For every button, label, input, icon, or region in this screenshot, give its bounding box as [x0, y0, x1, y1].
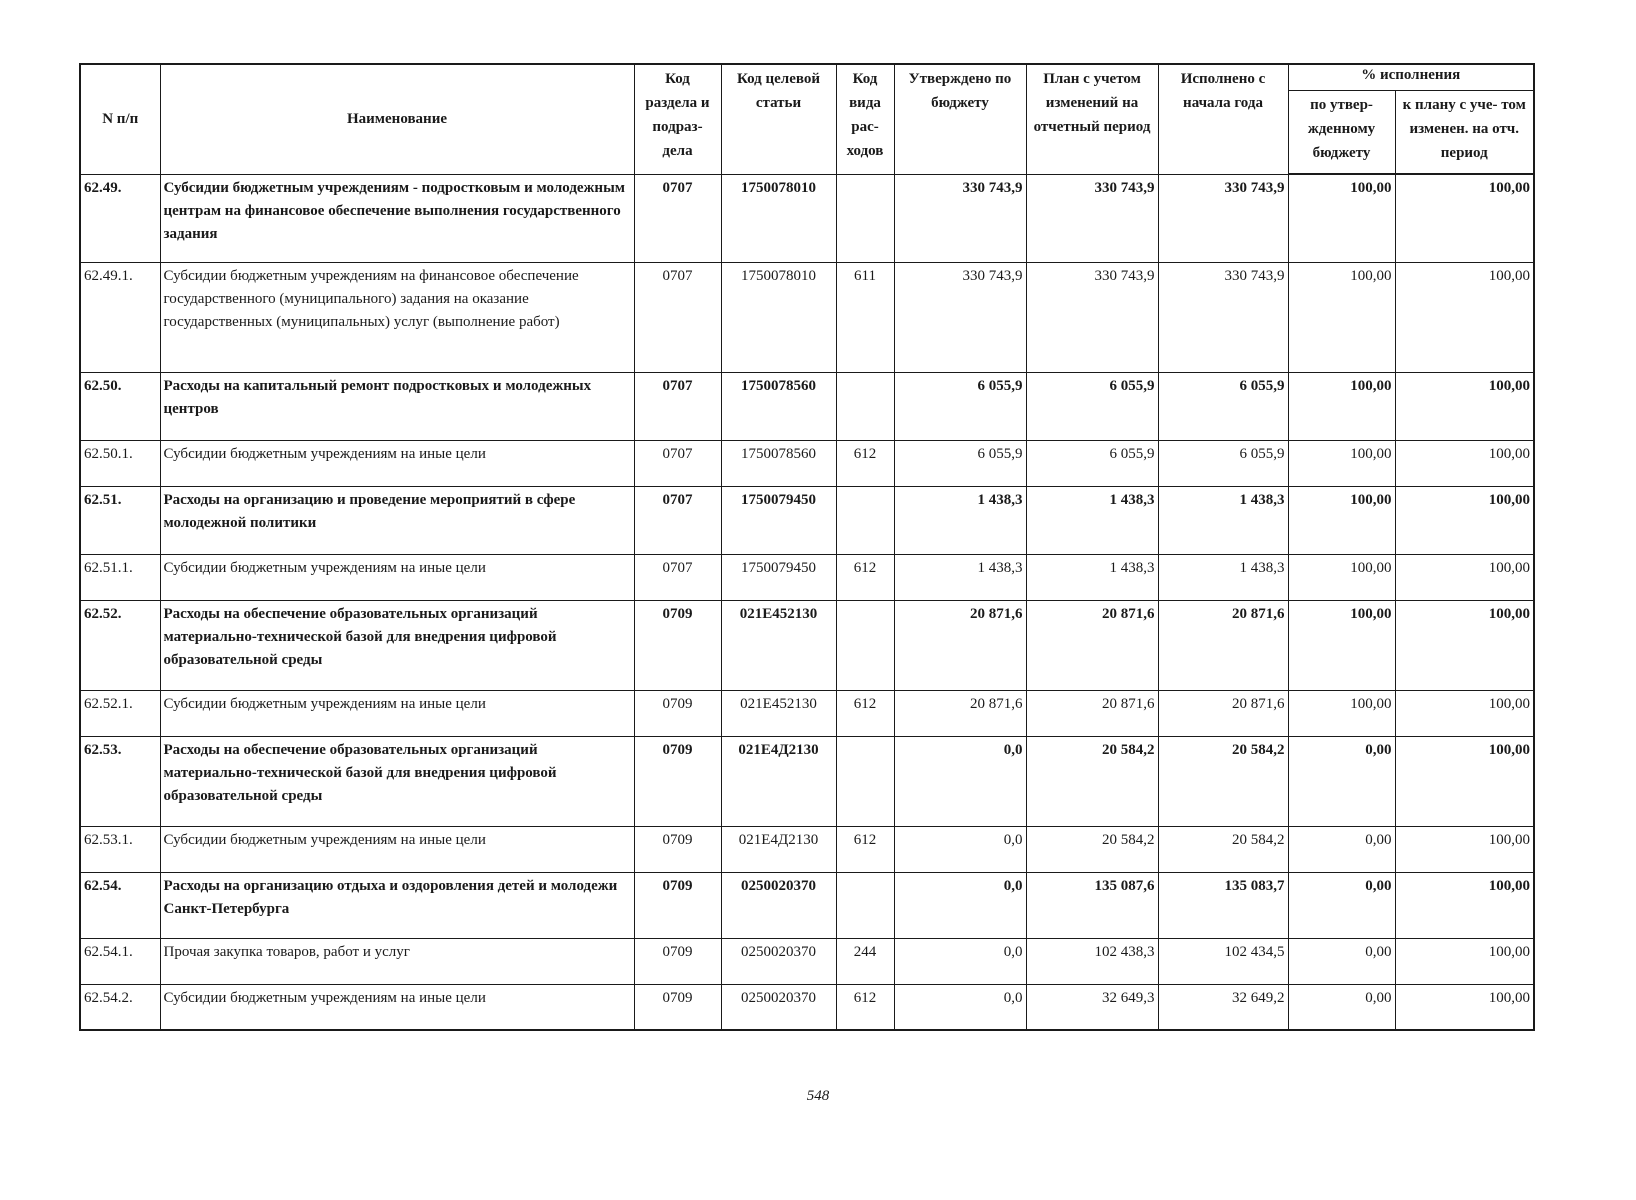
row-razdel-code: 0707: [634, 174, 721, 262]
row-number: 62.53.1.: [80, 826, 160, 872]
row-executed: 6 055,9: [1158, 440, 1288, 486]
col-header-vid: Код вида рас- ходов: [836, 64, 894, 174]
row-approved: 330 743,9: [894, 262, 1026, 372]
row-razdel-code: 0709: [634, 826, 721, 872]
row-expense-type: 244: [836, 938, 894, 984]
row-approved: 1 438,3: [894, 486, 1026, 554]
row-number: 62.49.1.: [80, 262, 160, 372]
table-row: [80, 262, 1534, 372]
row-expense-type: 611: [836, 262, 894, 372]
row-pct-plan: 100,00: [1395, 262, 1534, 372]
row-approved: 0,0: [894, 826, 1026, 872]
row-number: 62.49.: [80, 174, 160, 262]
row-pct-approved: 0,00: [1288, 826, 1395, 872]
row-number: 62.54.2.: [80, 984, 160, 1030]
row-target-code: 1750078560: [721, 372, 836, 440]
row-number: 62.53.: [80, 736, 160, 826]
table-row: [80, 554, 1534, 600]
row-pct-approved: 0,00: [1288, 736, 1395, 826]
col-header-pct: % исполнения: [1288, 64, 1534, 90]
row-expense-type: [836, 736, 894, 826]
row-name: Расходы на обеспечение образовательных организаций материально-технической базой для внедрения цифровой образовательной среды: [160, 600, 634, 690]
row-plan: 1 438,3: [1026, 486, 1158, 554]
row-pct-approved: 100,00: [1288, 554, 1395, 600]
row-razdel-code: 0709: [634, 938, 721, 984]
row-pct-plan: 100,00: [1395, 486, 1534, 554]
table-row: [80, 872, 1534, 938]
row-target-code: 021E452130: [721, 690, 836, 736]
row-pct-plan: 100,00: [1395, 372, 1534, 440]
table-row: [80, 938, 1534, 984]
col-header-plan: План с учетом изменений на отчетный период: [1026, 64, 1158, 174]
row-target-code: 1750078010: [721, 174, 836, 262]
row-pct-plan: 100,00: [1395, 736, 1534, 826]
row-plan: 330 743,9: [1026, 174, 1158, 262]
col-header-num: N п/п: [80, 64, 160, 174]
row-name: Субсидии бюджетным учреждениям на иные цели: [160, 826, 634, 872]
table-row: [80, 736, 1534, 826]
row-executed: 330 743,9: [1158, 262, 1288, 372]
row-target-code: 0250020370: [721, 984, 836, 1030]
row-pct-plan: 100,00: [1395, 984, 1534, 1030]
row-executed: 1 438,3: [1158, 486, 1288, 554]
row-pct-approved: 0,00: [1288, 984, 1395, 1030]
row-razdel-code: 0707: [634, 262, 721, 372]
row-pct-plan: 100,00: [1395, 440, 1534, 486]
table-row: [80, 600, 1534, 690]
table-row: [80, 690, 1534, 736]
row-plan: 20 584,2: [1026, 736, 1158, 826]
row-pct-plan: 100,00: [1395, 690, 1534, 736]
row-expense-type: [836, 372, 894, 440]
row-expense-type: 612: [836, 554, 894, 600]
page-number: 548: [806, 1088, 830, 1104]
table-row: [80, 372, 1534, 440]
row-target-code: 021E452130: [721, 600, 836, 690]
row-pct-approved: 0,00: [1288, 872, 1395, 938]
col-header-isp: Исполнено с начала года: [1158, 64, 1288, 174]
row-approved: 6 055,9: [894, 372, 1026, 440]
row-pct-approved: 100,00: [1288, 600, 1395, 690]
row-razdel-code: 0707: [634, 554, 721, 600]
row-razdel-code: 0709: [634, 872, 721, 938]
col-header-cel: Код целевой статьи: [721, 64, 836, 174]
table-row: [80, 174, 1534, 262]
row-name: Расходы на капитальный ремонт подростковых и молодежных центров: [160, 372, 634, 440]
row-pct-plan: 100,00: [1395, 938, 1534, 984]
row-plan: 135 087,6: [1026, 872, 1158, 938]
row-name: Субсидии бюджетным учреждениям на иные цели: [160, 690, 634, 736]
row-pct-plan: 100,00: [1395, 600, 1534, 690]
col-header-razdel: Код раздела и подраз- дела: [634, 64, 721, 174]
row-number: 62.51.: [80, 486, 160, 554]
row-target-code: 1750079450: [721, 554, 836, 600]
row-pct-approved: 100,00: [1288, 486, 1395, 554]
row-executed: 20 584,2: [1158, 826, 1288, 872]
col-header-pct-utv: по утвер- жденному бюджету: [1288, 90, 1395, 174]
row-pct-approved: 100,00: [1288, 690, 1395, 736]
row-plan: 6 055,9: [1026, 440, 1158, 486]
budget-execution-table: [79, 63, 1535, 1031]
row-number: 62.50.1.: [80, 440, 160, 486]
row-name: Субсидии бюджетным учреждениям - подростковым и молодежным центрам на финансовое обеспечение выполнения государственного задания: [160, 174, 634, 262]
row-name: Субсидии бюджетным учреждениям на финансовое обеспечение государственного (муниципального) задания на оказание государственных (муниципальных) услуг (выполнение работ): [160, 262, 634, 372]
row-razdel-code: 0709: [634, 984, 721, 1030]
table-row: [80, 440, 1534, 486]
row-number: 62.52.: [80, 600, 160, 690]
row-razdel-code: 0707: [634, 440, 721, 486]
row-target-code: 0250020370: [721, 938, 836, 984]
row-expense-type: [836, 600, 894, 690]
row-approved: 20 871,6: [894, 600, 1026, 690]
row-name: Расходы на организацию отдыха и оздоровления детей и молодежи Санкт-Петербурга: [160, 872, 634, 938]
row-expense-type: [836, 872, 894, 938]
row-pct-approved: 0,00: [1288, 938, 1395, 984]
row-approved: 6 055,9: [894, 440, 1026, 486]
row-razdel-code: 0709: [634, 736, 721, 826]
row-pct-plan: 100,00: [1395, 174, 1534, 262]
row-executed: 330 743,9: [1158, 174, 1288, 262]
table-row: [80, 984, 1534, 1030]
row-razdel-code: 0707: [634, 372, 721, 440]
row-target-code: 1750078010: [721, 262, 836, 372]
row-plan: 32 649,3: [1026, 984, 1158, 1030]
row-name: Субсидии бюджетным учреждениям на иные цели: [160, 554, 634, 600]
row-name: Расходы на обеспечение образовательных организаций материально-технической базой для внедрения цифровой образовательной среды: [160, 736, 634, 826]
row-approved: 0,0: [894, 938, 1026, 984]
row-approved: 0,0: [894, 984, 1026, 1030]
row-razdel-code: 0707: [634, 486, 721, 554]
row-plan: 1 438,3: [1026, 554, 1158, 600]
row-executed: 6 055,9: [1158, 372, 1288, 440]
row-target-code: 021E4Д2130: [721, 826, 836, 872]
row-approved: 0,0: [894, 872, 1026, 938]
row-target-code: 1750079450: [721, 486, 836, 554]
row-pct-plan: 100,00: [1395, 826, 1534, 872]
row-executed: 32 649,2: [1158, 984, 1288, 1030]
table-body: [80, 174, 1534, 1030]
row-expense-type: [836, 174, 894, 262]
table-row: [80, 826, 1534, 872]
row-number: 62.54.1.: [80, 938, 160, 984]
row-pct-approved: 100,00: [1288, 262, 1395, 372]
row-approved: 20 871,6: [894, 690, 1026, 736]
row-name: Субсидии бюджетным учреждениям на иные цели: [160, 440, 634, 486]
row-expense-type: 612: [836, 440, 894, 486]
row-executed: 20 871,6: [1158, 690, 1288, 736]
row-name: Субсидии бюджетным учреждениям на иные цели: [160, 984, 634, 1030]
row-plan: 102 438,3: [1026, 938, 1158, 984]
row-number: 62.50.: [80, 372, 160, 440]
row-approved: 0,0: [894, 736, 1026, 826]
row-pct-approved: 100,00: [1288, 174, 1395, 262]
row-pct-plan: 100,00: [1395, 872, 1534, 938]
row-plan: 6 055,9: [1026, 372, 1158, 440]
row-executed: 20 584,2: [1158, 736, 1288, 826]
row-pct-plan: 100,00: [1395, 554, 1534, 600]
row-expense-type: 612: [836, 690, 894, 736]
row-razdel-code: 0709: [634, 690, 721, 736]
row-target-code: 0250020370: [721, 872, 836, 938]
row-name: Прочая закупка товаров, работ и услуг: [160, 938, 634, 984]
row-plan: 20 584,2: [1026, 826, 1158, 872]
row-razdel-code: 0709: [634, 600, 721, 690]
row-executed: 20 871,6: [1158, 600, 1288, 690]
row-target-code: 1750078560: [721, 440, 836, 486]
row-expense-type: [836, 486, 894, 554]
table-row: [80, 486, 1534, 554]
row-name: Расходы на организацию и проведение мероприятий в сфере молодежной политики: [160, 486, 634, 554]
row-expense-type: 612: [836, 984, 894, 1030]
row-target-code: 021E4Д2130: [721, 736, 836, 826]
col-header-utv: Утверждено по бюджету: [894, 64, 1026, 174]
row-approved: 330 743,9: [894, 174, 1026, 262]
row-pct-approved: 100,00: [1288, 372, 1395, 440]
col-header-pct-plan: к плану с уче- том изменен. на отч. период: [1395, 90, 1534, 174]
row-executed: 1 438,3: [1158, 554, 1288, 600]
row-plan: 20 871,6: [1026, 690, 1158, 736]
row-number: 62.54.: [80, 872, 160, 938]
row-number: 62.51.1.: [80, 554, 160, 600]
row-approved: 1 438,3: [894, 554, 1026, 600]
row-pct-approved: 100,00: [1288, 440, 1395, 486]
row-expense-type: 612: [836, 826, 894, 872]
row-plan: 330 743,9: [1026, 262, 1158, 372]
row-number: 62.52.1.: [80, 690, 160, 736]
row-executed: 102 434,5: [1158, 938, 1288, 984]
row-plan: 20 871,6: [1026, 600, 1158, 690]
col-header-name: Наименование: [160, 64, 634, 174]
row-executed: 135 083,7: [1158, 872, 1288, 938]
